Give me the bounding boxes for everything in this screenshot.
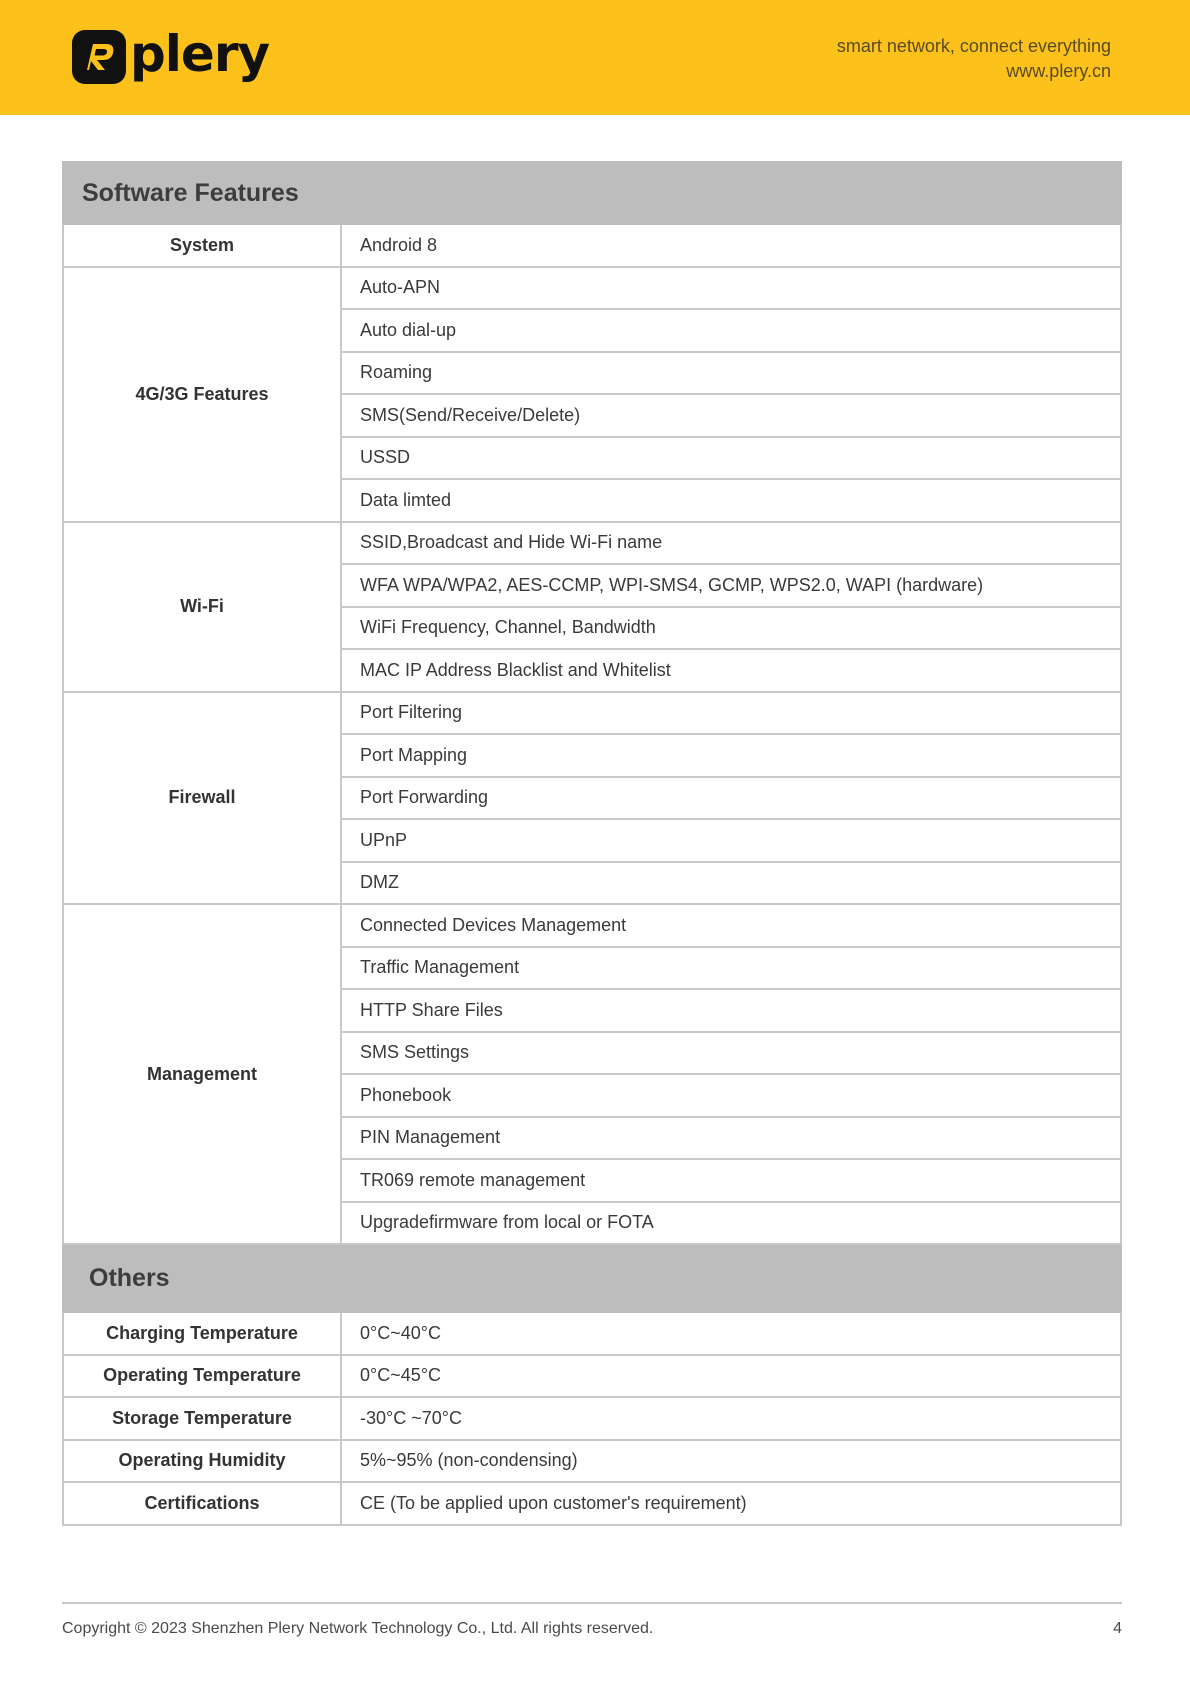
table-row (63, 224, 1121, 267)
feature-value: WFA WPA/WPA2, AES-CCMP, WPI-SMS4, GCMP, WPS2.0, WAPI (hardware) (341, 564, 1121, 607)
plery-logo-icon (72, 30, 126, 84)
spec-label: Certifications (63, 1482, 341, 1525)
feature-value: HTTP Share Files (341, 989, 1121, 1032)
table-row (63, 1397, 1121, 1440)
feature-value: SMS Settings (341, 1032, 1121, 1075)
page-header (0, 0, 1190, 115)
spec-label: Operating Temperature (63, 1355, 341, 1398)
table-row (63, 267, 1121, 310)
feature-value: Phonebook (341, 1074, 1121, 1117)
table-row (63, 692, 1121, 735)
header-tagline: smart network, connect everything (836, 36, 1111, 56)
spec-label: Storage Temperature (63, 1397, 341, 1440)
spec-value: 5%~95% (non-condensing) (341, 1440, 1121, 1483)
feature-value: MAC IP Address Blacklist and Whitelist (341, 649, 1121, 692)
table-row (63, 1482, 1121, 1525)
feature-value: Port Forwarding (341, 777, 1121, 820)
footer-divider (62, 1602, 1122, 1604)
feature-value: Upgradefirmware from local or FOTA (341, 1202, 1121, 1245)
brand-logo (72, 25, 270, 85)
brand-name: plery (130, 25, 270, 83)
feature-value: Android 8 (341, 224, 1121, 267)
feature-value: Connected Devices Management (341, 904, 1121, 947)
spec-value: 0°C~40°C (341, 1312, 1121, 1355)
section-title: Software Features (63, 162, 1121, 224)
feature-value: Auto dial-up (341, 309, 1121, 352)
table-row (63, 1312, 1121, 1355)
page-number: 4 (1113, 1620, 1122, 1637)
feature-group-label: Management (63, 904, 341, 1244)
spec-label: Operating Humidity (63, 1440, 341, 1483)
spec-table-body (63, 162, 1121, 1525)
spec-label: Charging Temperature (63, 1312, 341, 1355)
table-row (63, 1440, 1121, 1483)
feature-value: Port Mapping (341, 734, 1121, 777)
feature-value: Traffic Management (341, 947, 1121, 990)
feature-value: Roaming (341, 352, 1121, 395)
spec-value: CE (To be applied upon customer's requirement) (341, 1482, 1121, 1525)
feature-value: TR069 remote management (341, 1159, 1121, 1202)
feature-group-label: Firewall (63, 692, 341, 905)
feature-value: SMS(Send/Receive/Delete) (341, 394, 1121, 437)
table-row (63, 1355, 1121, 1398)
spec-value: -30°C ~70°C (341, 1397, 1121, 1440)
feature-value: WiFi Frequency, Channel, Bandwidth (341, 607, 1121, 650)
table-row (63, 904, 1121, 947)
spec-value: 0°C~45°C (341, 1355, 1121, 1398)
feature-value: USSD (341, 437, 1121, 480)
table-row (63, 522, 1121, 565)
feature-group-label: 4G/3G Features (63, 267, 341, 522)
header-website: www.plery.cn (1006, 61, 1111, 81)
section-header-others (63, 1244, 1121, 1312)
section-title: Others (63, 1244, 1121, 1312)
feature-value: SSID,Broadcast and Hide Wi-Fi name (341, 522, 1121, 565)
feature-value: Auto-APN (341, 267, 1121, 310)
header-tagline-block (837, 34, 1111, 84)
feature-value: PIN Management (341, 1117, 1121, 1160)
feature-group-label: System (63, 224, 341, 267)
feature-value: DMZ (341, 862, 1121, 905)
feature-value: Port Filtering (341, 692, 1121, 735)
footer-copyright: Copyright © 2023 Shenzhen Plery Network Technology Co., Ltd. All rights reserved. (62, 1620, 654, 1637)
feature-value: UPnP (341, 819, 1121, 862)
section-header-software (63, 162, 1121, 224)
feature-value: Data limted (341, 479, 1121, 522)
spec-table (62, 161, 1122, 1526)
feature-group-label: Wi-Fi (63, 522, 341, 692)
